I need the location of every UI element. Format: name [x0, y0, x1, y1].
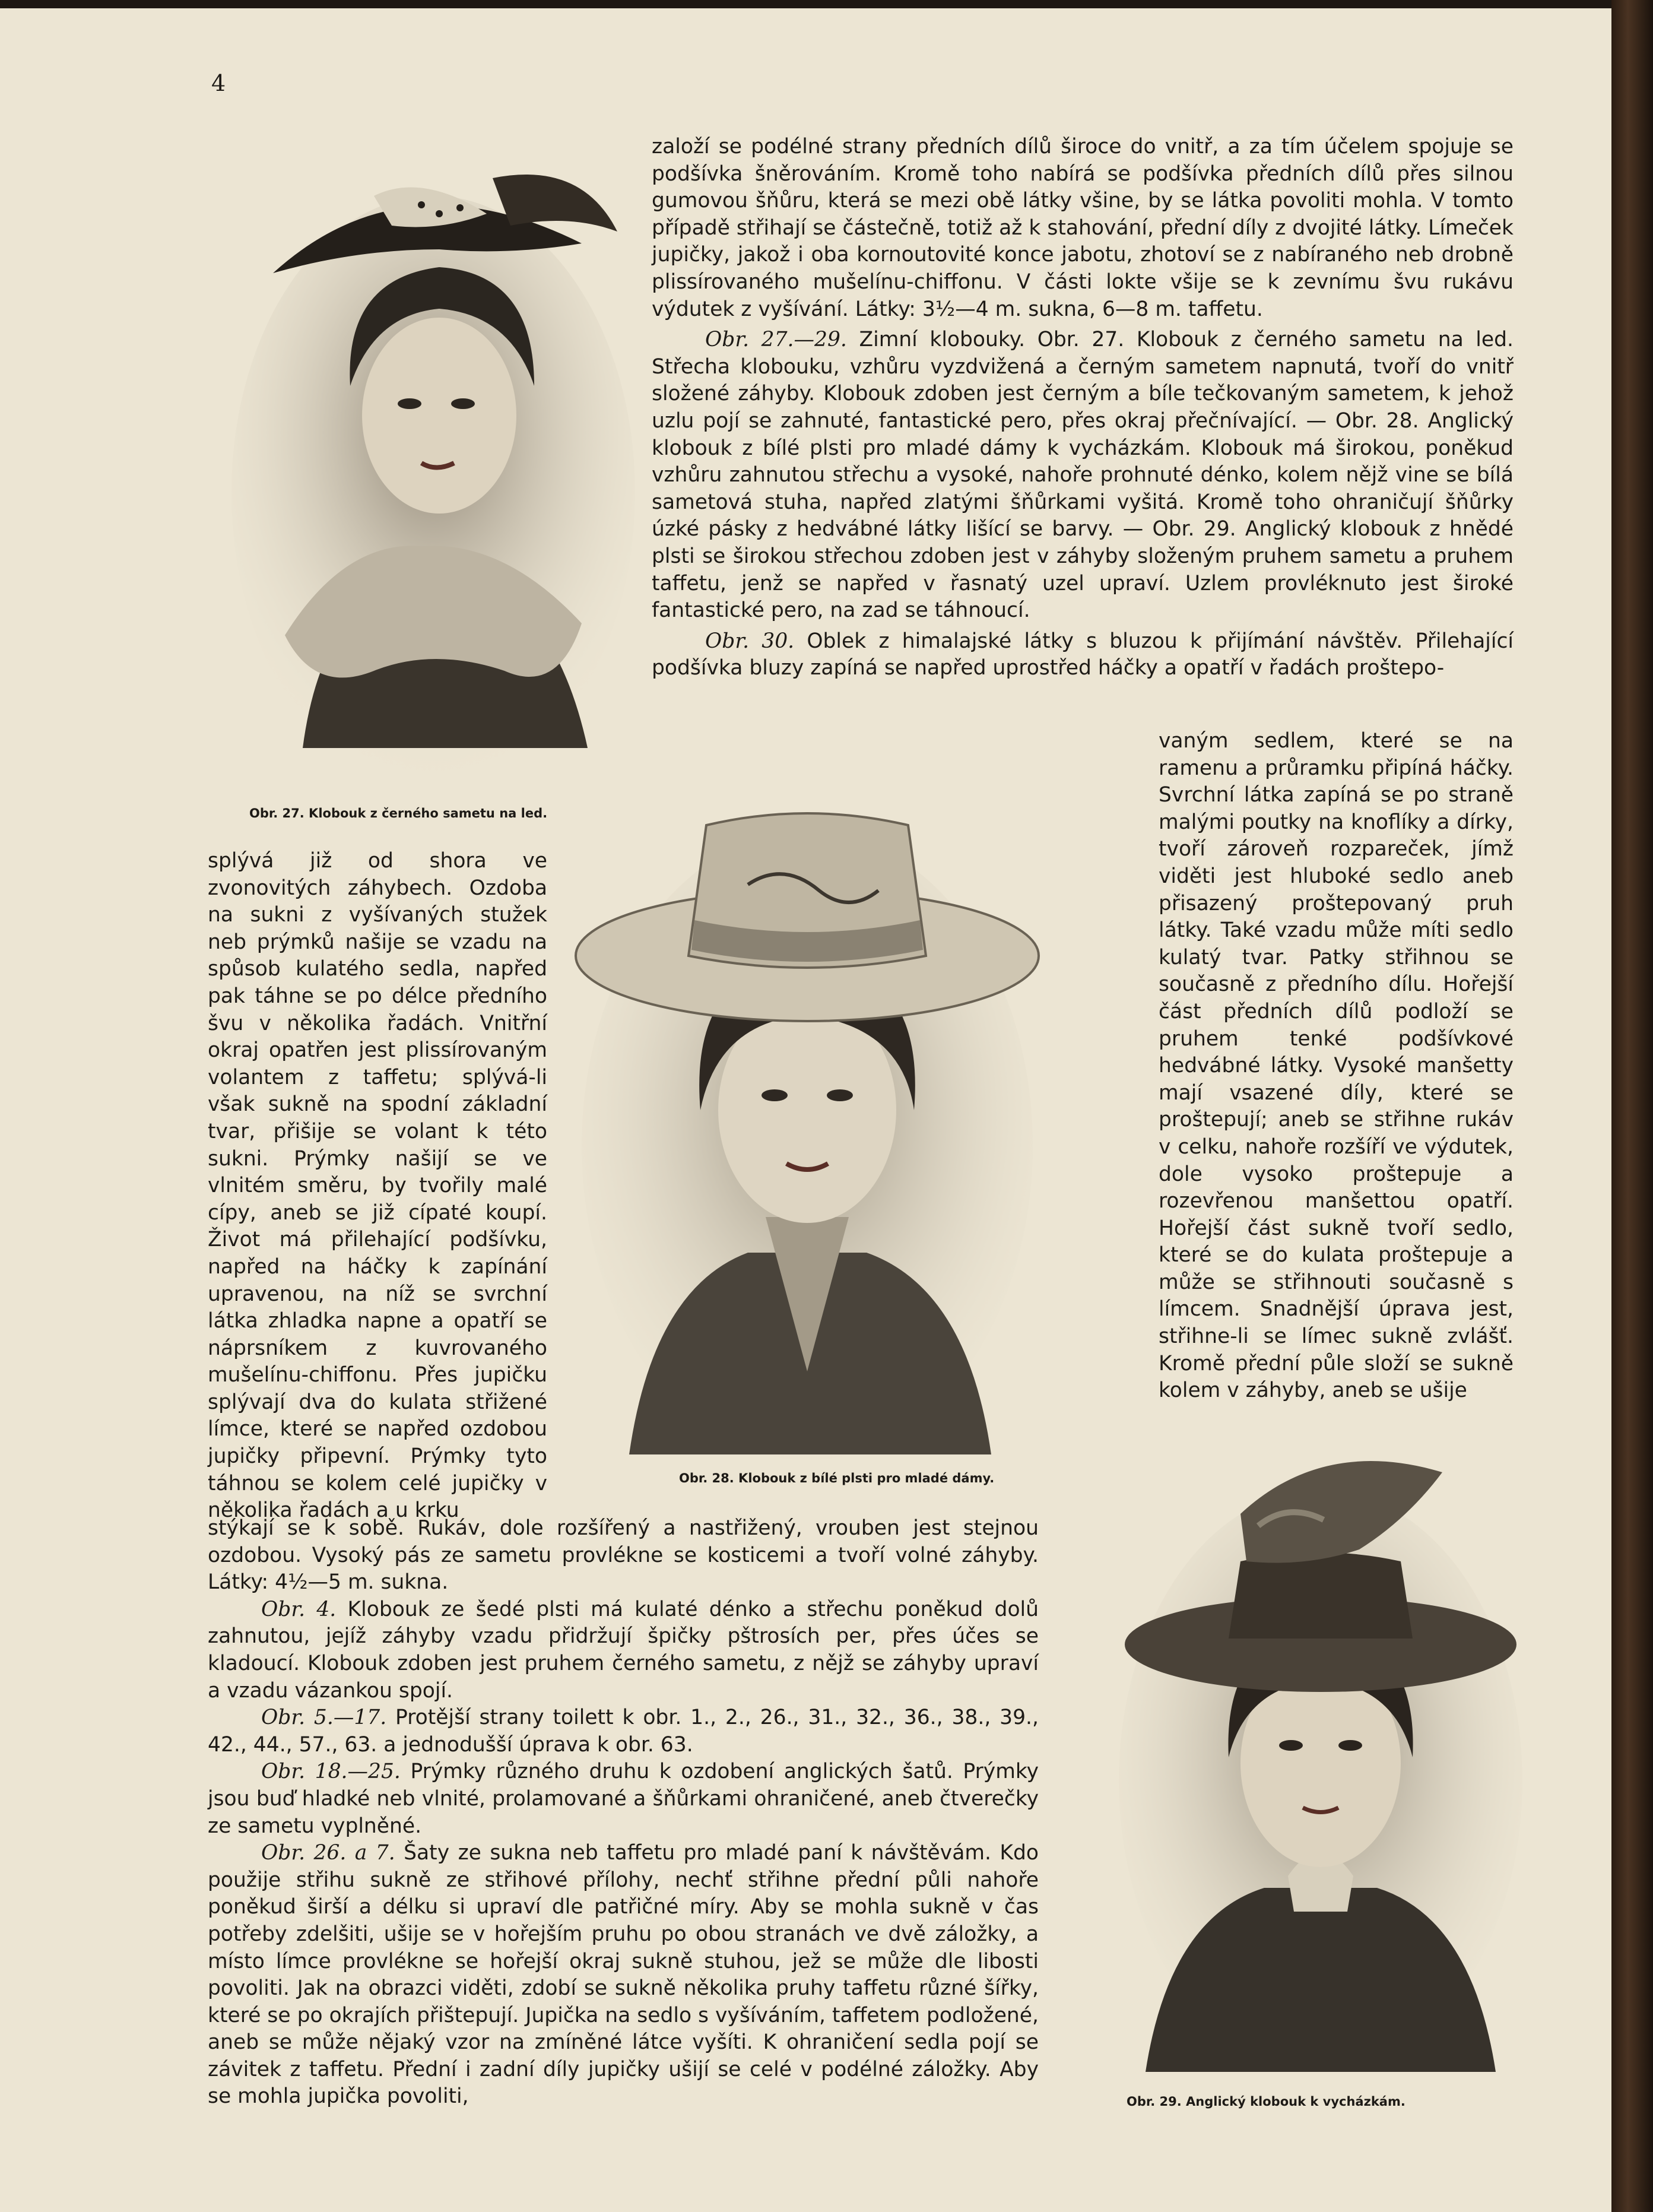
- caption-fig27: Obr. 27. Klobouk z černého sametu na led.: [249, 806, 548, 820]
- caption-fig28: Obr. 28. Klobouk z bílé plsti pro mladé dámy.: [679, 1471, 995, 1485]
- page-number: 4: [211, 70, 226, 96]
- paragraph: splývá již od shora ve zvonovitých záhybech. Ozdoba na sukni z vyšívaných stužek neb prýmků našije se vzadu na spůsob kulatého sedla, napřed pak táhne se po délce předního švu v několika řadách. Vnitřní okraj opatřen jest plissírovaným volantem z taffetu; splývá-li však sukně na spodní základní tvar, přišije se volant k této sukni. Prýmky našijí se ve vlnitém směru, by tvořily malé cípy, aneb se již cípaté koupí. Život má přilehající podšívku, napřed na háčky k zapínání upravenou, na níž se svrchní látka zhladka napne a opatří se náprsníkem z kuvrovaného mušelínu-chiffonu. Přes jupičku splývají dva do kulata střižené límce, které se napřed ozdobou jupičky připevní. Prýmky tyto táhnou se kolem celé jupičky v několika řadách a u krku: [208, 849, 547, 1523]
- text-block-left-bottom: [208, 1515, 1039, 2110]
- book-spine-edge: [1611, 0, 1653, 2212]
- figure-reference: Obr. 5.—17.: [261, 1706, 387, 1730]
- text-block-right-top: [652, 134, 1514, 682]
- caption-fig29: Obr. 29. Anglický klobouk k vycházkám.: [1127, 2094, 1405, 2109]
- paragraph: Obr. 26. a 7. Šaty ze sukna neb taffetu pro mladé paní k návštěvám. Kdo použije střihu sukně ze střihové přílohy, nechť střihne přední půli nahoře poněkud širší a délku si upraví dle patřičné míry. Aby se mohla sukně v čas potřeby zdelšiti, ušije se v hořejším pruhu po obou stranách ve dvě záložky, a místo límce provlékne se hořejší okraj sukně stuhou, jež se může dle libosti povoliti. Jak na obrazci viděti, zdobí se sukně několika pruhy taffetu různé šířky, které se po okrajích přištepují. Jupička na sedlo s vyšíváním, taffetem podložené, aneb se může nějaký vzor na zmíněné látce vyšíti. K ohraničení sedla pojí se závitek z taffetu. Přední i zadní díly jupičky ušijí se celé v podélné záložky. Aby se mohla jupička povoliti,: [208, 1841, 1039, 2109]
- figure-reference: Obr. 18.—25.: [261, 1760, 401, 1784]
- paragraph: vaným sedlem, které se na ramenu a průramku připíná háčky. Svrchní látka zapíná se po straně malými poutky na knoflíky a dírky, tvoří zároveň rozpareček, jímž viděti jest hluboké sedlo aneb přisazený proštepovaný pruh látky. Také vzadu může míti sedlo kulatý tvar. Patky střihnou se současně z předního dílu. Hořejší část předních dílů podloží se pruhem tenké podšívkové hedvábné látky. Vysoké manšetty mají vsazené díly, které se proštepují; aneb se střihne rukáv v celku, nahoře rozšíří ve výdutek, dole vysoko proštepuje a rozevřenou manšettou opatří. Hořejší část sukně tvoří sedlo, které se do kulata proštepuje a může se střihnouti současně s límcem. Snadnější úprava jest, střihne-li se límec sukně zvlášť. Kromě přední půle složí se sukně kolem v záhyby, aneb se ušije: [1159, 729, 1514, 1403]
- text-block-left-narrow: [208, 848, 547, 1525]
- illustration-fig28-felt-hat: [570, 778, 1045, 1460]
- paragraph: Obr. 18.—25. Prýmky různého druhu k ozdobení anglických šatů. Prýmky jsou buď hladké neb vlnité, prolamované a šňůrkami ohraničené, aneb čtverečky ze sametu vyplněné.: [208, 1760, 1039, 1838]
- paragraph: Obr. 5.—17. Protější strany toilett k obr. 1., 2., 26., 31., 32., 36., 38., 39., 42., 44., 57., 63. a jednodušší úprava k obr. 63.: [208, 1706, 1039, 1757]
- paragraph: stýkají se k sobě. Rukáv, dole rozšířený a nastřižený, vrouben jest stejnou ozdobou. Vysoký pás ze sametu provlékne se kosticemi a tvoří volné záhyby. Látky: 4½—5 m. sukna.: [208, 1516, 1039, 1595]
- illustration-fig27-velvet-hat: [226, 160, 641, 796]
- figure-reference: Obr. 4.: [261, 1597, 337, 1621]
- scan-top-edge: [0, 0, 1653, 8]
- figure-reference: Obr. 27.—29.: [705, 328, 847, 352]
- paragraph: založí se podélné strany předních dílů široce do vnitř, a za tím účelem spojuje se podšívka šněrováním. Kromě toho nabírá se podšívka předních dílů přes silnou gumovou šňůru, která se mezi obě látky všine, by se látka povoliti mohla. V tomto případě střihají se částečně, totiž až k stahování, přední díly z dvojité látky. Límeček jupičky, jakož i oba kornoutovité konce jabotu, zhotoví se z nabíraného neb drobně plissírovaného mušelínu-chiffonu. V části lokte všije se k zevnímu švu rukávu výdutek z vyšívání. Látky: 3½—4 m. sukna, 6—8 m. taffetu.: [652, 135, 1514, 321]
- paragraph: Obr. 4. Klobouk ze šedé plsti má kulaté dénko a střechu poněkud dolů zahnutou, jejíž záhyby vzadu přidržují špičky pštrosích per, přes účes se kladoucí. Klobouk zdoben jest pruhem černého sametu, z nějž se záhyby upraví a vzadu vázankou spojí.: [208, 1597, 1039, 1703]
- paragraph: Obr. 27.—29. Zimní klobouky. Obr. 27. Klobouk z černého sametu na led. Střecha klobouku, vzhůru vyzdvižená a černým sametem napnutá, tvoří do vnitř složené záhyby. Klobouk zdoben jest černým a bíle tečkovaným sametem, k jehož uzlu pojí se zahnuté, fantastické pero, přes okraj přečnívající. — Obr. 28. Anglický klobouk z bílé plsti pro mladé dámy k vycházkám. Klobouk má širokou, poněkud vzhůru zahnutou střechu a vysoké, nahoře prohnuté dénko, kolem nějž vine se bílá sametová stuha, napřed zlatými šňůrkami vyšitá. Kromě toho ohraničují šňůrky úzké pásky z hedvábné látky lišící se barvy. — Obr. 29. Anglický klobouk z hnědé plsti se širokou střechou zdoben jest v záhyby složeným pruhem sametu a pruhem taffetu, jenž se napřed v řasnatý uzel upraví. Uzlem provléknuto jest široké fantastické pero, na zad se táhnoucí.: [652, 328, 1514, 623]
- figure-reference: Obr. 26. a 7.: [261, 1841, 395, 1865]
- illustration-fig29-walking-hat: [1110, 1449, 1531, 2078]
- text-block-right-narrow: [1159, 728, 1514, 1405]
- figure-reference: Obr. 30.: [705, 629, 795, 653]
- paragraph: Obr. 30. Oblek z himalajské látky s bluzou k přijímání návštěv. Přilehající podšívka bluzy zapíná se napřed uprostřed háčky a opatří v řadách proštepo-: [652, 629, 1514, 680]
